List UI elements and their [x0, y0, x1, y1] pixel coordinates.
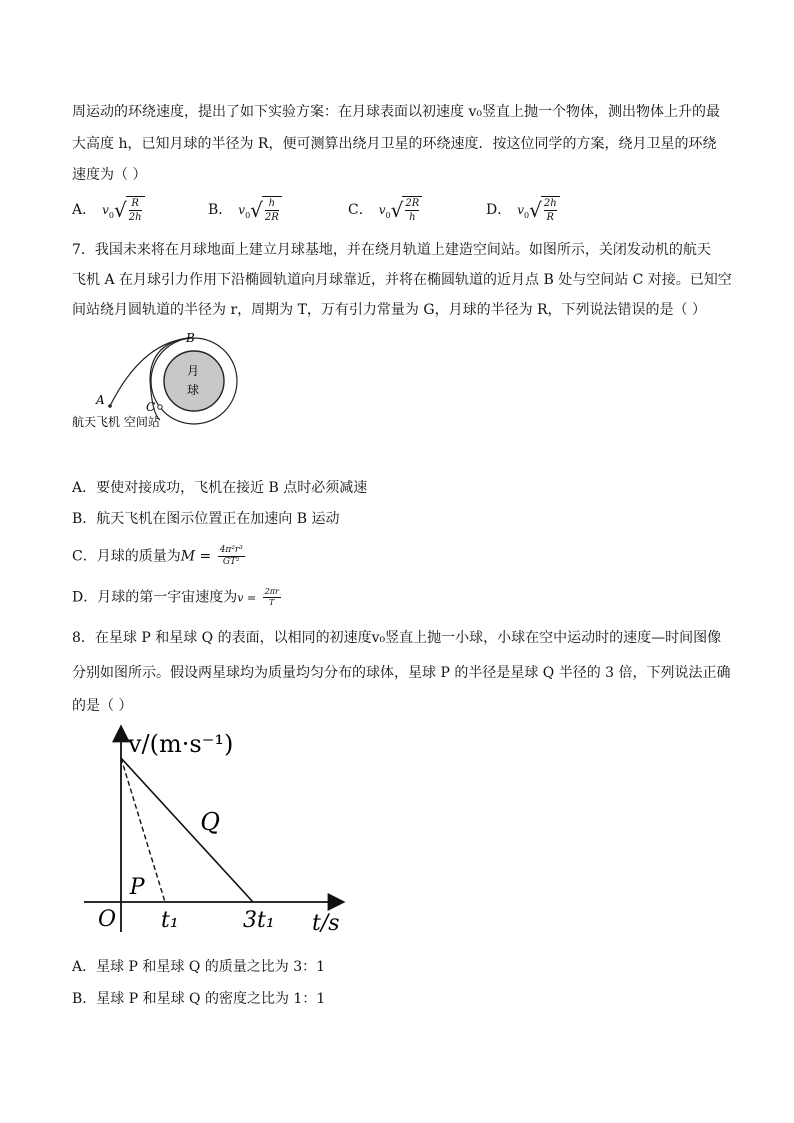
q7-option-d-numerator: 2πr [264, 587, 279, 596]
q6-option-d [486, 196, 560, 224]
q6-option-coef: v [517, 203, 525, 217]
q6-option-b [208, 196, 282, 224]
y-axis-label: v/(m·s⁻¹) [128, 730, 234, 758]
x-tick-3t1: 3t₁ [243, 908, 275, 933]
x-tick-t1: t₁ [161, 908, 179, 933]
point-A [108, 404, 112, 408]
q6-option-c [348, 196, 422, 224]
q6-option-coef: v [238, 203, 246, 217]
moon-label-2: 球 [187, 383, 200, 397]
q6-option-label: B． [208, 202, 233, 218]
q6-option-coef: v [378, 203, 386, 217]
q6-option-label: C． [348, 202, 373, 218]
q7-option-d-lhs: v = [237, 591, 257, 605]
sqrt-icon: √ [250, 198, 263, 222]
q6-option-sub: 0 [524, 210, 530, 220]
q7-line-1: 7．我国未来将在月球地面上建立月球基地，并在绕月轨道上建造空间站。如图所示，关闭发动机的航天 [72, 242, 711, 258]
q6-option-den: 2R [264, 212, 279, 223]
q6-option-label: A． [72, 202, 97, 218]
q7-option-c [72, 545, 245, 568]
origin-label: O [98, 907, 117, 932]
q6-option-den: 2h [128, 212, 142, 223]
q8-option-a: A．星球 P 和星球 Q 的质量之比为 3：1 [72, 959, 326, 975]
q6-option-den: h [409, 212, 416, 223]
q7-option-c-numerator: 4π²r³ [219, 545, 243, 555]
label-A: A [96, 393, 105, 407]
moon [164, 351, 224, 411]
series-p-label: P [129, 875, 145, 900]
q6-option-num: R [129, 197, 142, 211]
label-C: C [146, 400, 156, 414]
q6-line-3: 速度为（ ） [72, 167, 147, 183]
label-B: B [186, 331, 195, 345]
q7-option-d-denominator: T [269, 598, 275, 607]
q6-line-2: 大高度 h，已知月球的半径为 R，便可测算出绕月卫星的环绕速度．按这位同学的方案，绕月卫星的环绕 [72, 136, 717, 152]
q7-option-d-prefix: D．月球的第一宇宙速度为 [72, 589, 238, 606]
sqrt-icon: √ [390, 198, 404, 222]
moon-label-1: 月 [187, 364, 200, 378]
q7-option-c-denominator: GT² [222, 557, 240, 567]
q8-option-b: B．星球 P 和星球 Q 的密度之比为 1：1 [72, 991, 326, 1007]
q6-option-sub: 0 [385, 210, 391, 220]
q8-line-1: 8．在星球 P 和星球 Q 的表面，以相同的初速度v₀竖直上抛一小球，小球在空中运动时的速度—时间图像 [72, 630, 722, 646]
q7-line-3: 间站绕月圆轨道的半径为 r，周期为 T，万有引力常量为 G，月球的半径为 R，下列说法错误的是（ ） [72, 302, 707, 318]
velocity-time-chart [80, 722, 360, 944]
q6-option-label: D． [486, 202, 512, 218]
q6-option-num: h [265, 197, 279, 211]
q7-option-a: A．要使对接成功，飞机在接近 B 点时必须减速 [72, 480, 368, 496]
sqrt-icon: √ [114, 198, 127, 222]
q6-option-sub: 0 [245, 210, 251, 220]
q8-line-3: 的是（ ） [72, 698, 133, 714]
q6-option-num: 2R [405, 198, 420, 209]
x-axis-label: t/s [312, 911, 340, 936]
q7-line-2: 飞机 A 在月球引力作用下沿椭圆轨道向月球靠近，并将在椭圆轨道的近月点 B 处与空间站 C 对接。已知空 [72, 272, 732, 288]
q7-option-c-lhs: M = [180, 548, 212, 565]
q6-line-1: 周运动的环绕速度，提出了如下实验方案：在月球表面以初速度 v₀竖直上抛一个物体，测出物体上升的最 [72, 104, 720, 120]
q6-option-den: R [546, 212, 555, 223]
q8-line-2: 分别如图所示。假设两星球均为质量均匀分布的球体，星球 P 的半径是星球 Q 半径的 3 倍，下列说法正确 [72, 665, 731, 681]
q7-option-b: B．航天飞机在图示位置正在加速向 B 运动 [72, 511, 340, 527]
q7-option-d [72, 587, 281, 608]
q6-option-coef: v [102, 203, 109, 217]
diagram-caption: 航天飞机 空间站 [72, 415, 160, 429]
orbit-diagram [60, 328, 260, 438]
point-C [158, 405, 162, 409]
sqrt-icon: √ [529, 198, 542, 222]
q6-option-num: 2h [543, 198, 557, 209]
q6-option-sub: 0 [108, 210, 114, 220]
series-q-label: Q [200, 808, 220, 836]
q6-option-a [72, 196, 145, 224]
q7-option-c-prefix: C．月球的质量为 [72, 548, 181, 565]
